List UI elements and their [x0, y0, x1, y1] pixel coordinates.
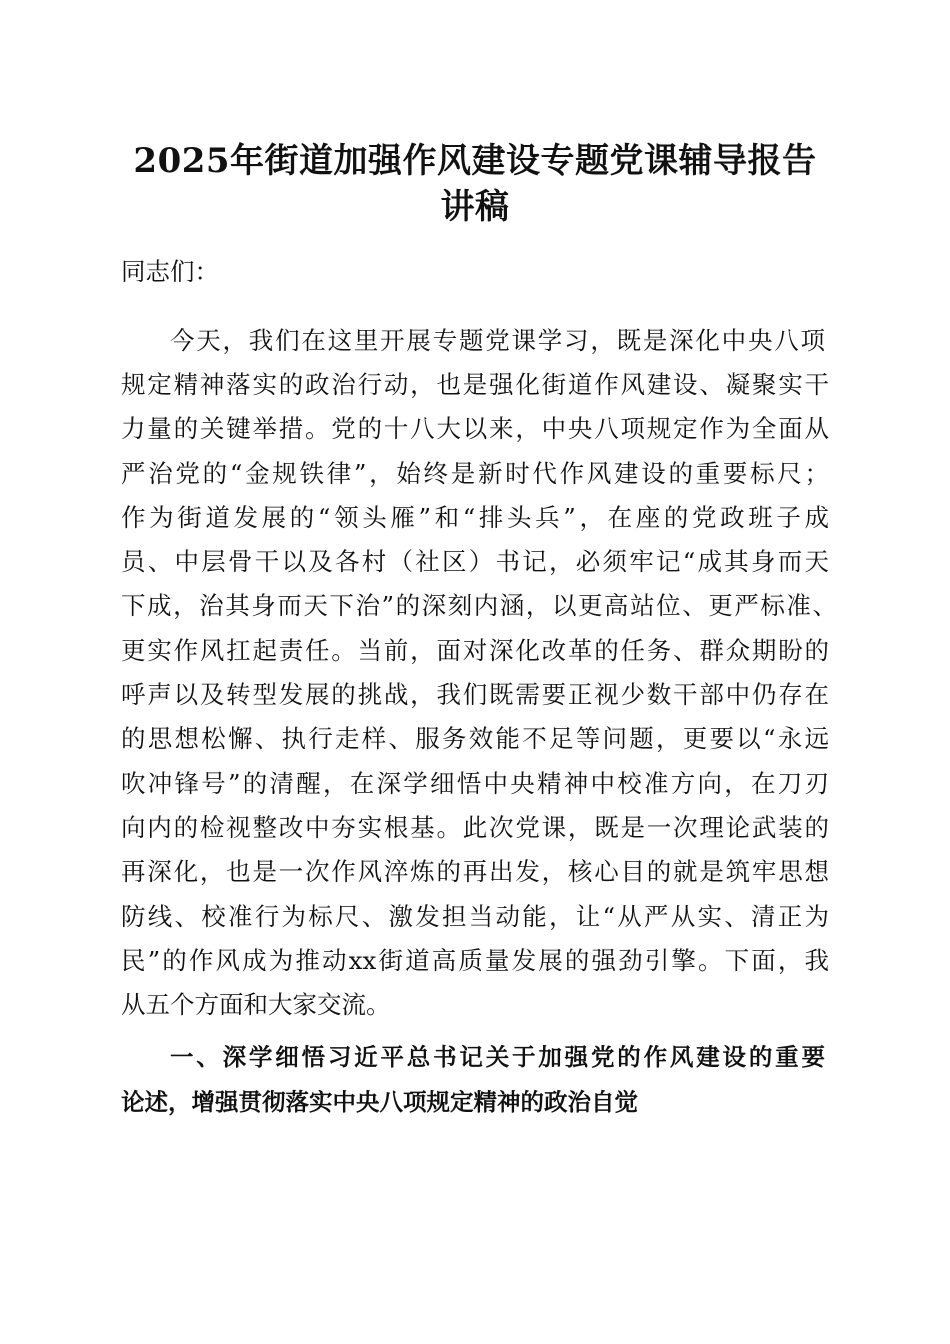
paragraph-line: 呼声以及转型发展的挑战，我们既需要正视少数干部中仍存在 [121, 680, 829, 709]
paragraph-line: 从五个方面和大家交流。 [121, 990, 391, 1019]
document-title-line-2: 讲稿 [440, 187, 510, 227]
section-heading-line-2: 论述，增强贯彻落实中央八项规定精神的政治自觉 [121, 1088, 638, 1116]
section-heading-line-1: 一、深学细悟习近平总书记关于加强党的作风建设的重要 [170, 1043, 825, 1071]
paragraph-line: 规定精神落实的政治行动，也是强化街道作风建设、凝聚实干 [121, 370, 829, 399]
paragraph-line: 民”的作风成为推动xx街道高质量发展的强劲引擎。下面，我 [121, 946, 829, 975]
paragraph-line: 向内的检视整改中夯实根基。此次党课，既是一次理论武装的 [121, 813, 829, 842]
paragraph-line: 再深化，也是一次作风淬炼的再出发，核心目的就是筑牢思想 [121, 857, 829, 886]
paragraph-line: 更实作风扛起责任。当前，面对深化改革的任务、群众期盼的 [121, 636, 829, 665]
paragraph-line: 的思想松懈、执行走样、服务效能不足等问题，更要以“永远 [121, 724, 829, 753]
paragraph-line: 吹冲锋号”的清醒，在深学细悟中央精神中校准方向，在刀刃 [121, 769, 829, 798]
paragraph-line: 员、中层骨干以及各村（社区）书记，必须牢记“成其身而天 [121, 547, 829, 576]
paragraph-line: 力量的关键举措。党的十八大以来，中央八项规定作为全面从 [121, 414, 829, 443]
paragraph-line: 下成，治其身而天下治”的深刻内涵，以更高站位、更严标准、 [121, 591, 837, 620]
paragraph-line: 今天，我们在这里开展专题党课学习，既是深化中央八项 [170, 326, 825, 355]
paragraph-line: 作为街道发展的“领头雁”和“排头兵”，在座的党政班子成 [121, 503, 829, 532]
document-title-line-1: 2025年街道加强作风建设专题党课辅导报告 [133, 141, 817, 181]
paragraph-line: 严治党的“金规铁律”，始终是新时代作风建设的重要标尺； [121, 459, 829, 488]
paragraph-line: 防线、校准行为标尺、激发担当动能，让“从严从实、清正为 [121, 902, 829, 931]
salutation: 同志们： [121, 257, 219, 286]
